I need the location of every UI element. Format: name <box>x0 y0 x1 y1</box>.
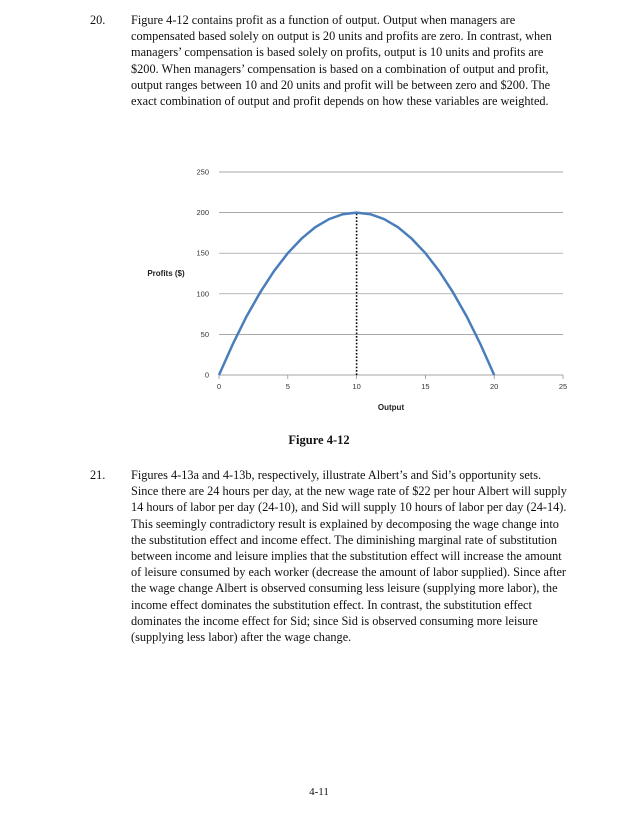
x-tick-label-0: 0 <box>216 382 222 391</box>
x-tick-label-15: 15 <box>421 382 430 391</box>
item-number: 20. <box>90 13 106 27</box>
y-tick-label-100: 100 <box>196 289 209 299</box>
y-tick-label-250: 250 <box>196 167 209 177</box>
page-number: 4-11 <box>309 786 329 798</box>
item-paragraph: Figure 4-12 contains profit as a function of output. Output when managers are compensated based solely on output is 20 units and profits are zero. In contrast, when managers’ compensation is based solely on profits, output is 10 units and profits are $200. When managers’ compensation is based on a combination of output and profit, output ranges between 10 and 20 units and profit will be between zero and $200. The exact combination of output and profit depends on how these variables are weighted. <box>131 13 552 109</box>
item-number: 21. <box>90 468 106 482</box>
x-tick-label-25: 25 <box>558 382 568 391</box>
y-tick-label-50: 50 <box>200 329 209 339</box>
x-axis-label: Output <box>377 403 405 412</box>
chart-gridlines <box>219 172 563 334</box>
x-tick-label-20: 20 <box>490 382 499 391</box>
list-item-21 <box>90 467 570 645</box>
y-tick-label-150: 150 <box>196 248 209 258</box>
x-tick-label-10: 10 <box>352 382 361 391</box>
y-axis-ticks <box>196 168 209 380</box>
y-tick-label-200: 200 <box>196 208 209 218</box>
y-axis-label: Profits ($) <box>147 269 185 278</box>
y-tick-label-0: 0 <box>204 370 209 380</box>
x-tick-label-5: 5 <box>285 382 290 391</box>
x-axis-ticks <box>217 375 567 391</box>
figure-caption: Figure 4-12 <box>288 433 350 447</box>
item-paragraph: Figures 4-13a and 4-13b, respectively, illustrate Albert’s and Sid’s opportunity sets. Since there are 24 hours per day, at the new wage rate of $22 per hour Albert will supply 14 hours of labor per day (24-10), and Sid will supply 10 hours of labor per day (24-14). This seemingly contradictory result is explained by decomposing the wage change into the substitution effect and income effect. The diminishing marginal rate of substitution between income and leisure implies that the substitution effect will increase the amount of leisure consumed by each worker (decrease the amount of labor supplied). Since after the wage change Albert is observed consuming less leisure (supplying more labor), the income effect dominates the substitution effect. In contrast, the substitution effect dominates the income effect for Sid; since Sid is observed consuming more leisure (supplying less labor) after the wage change. <box>131 468 567 645</box>
